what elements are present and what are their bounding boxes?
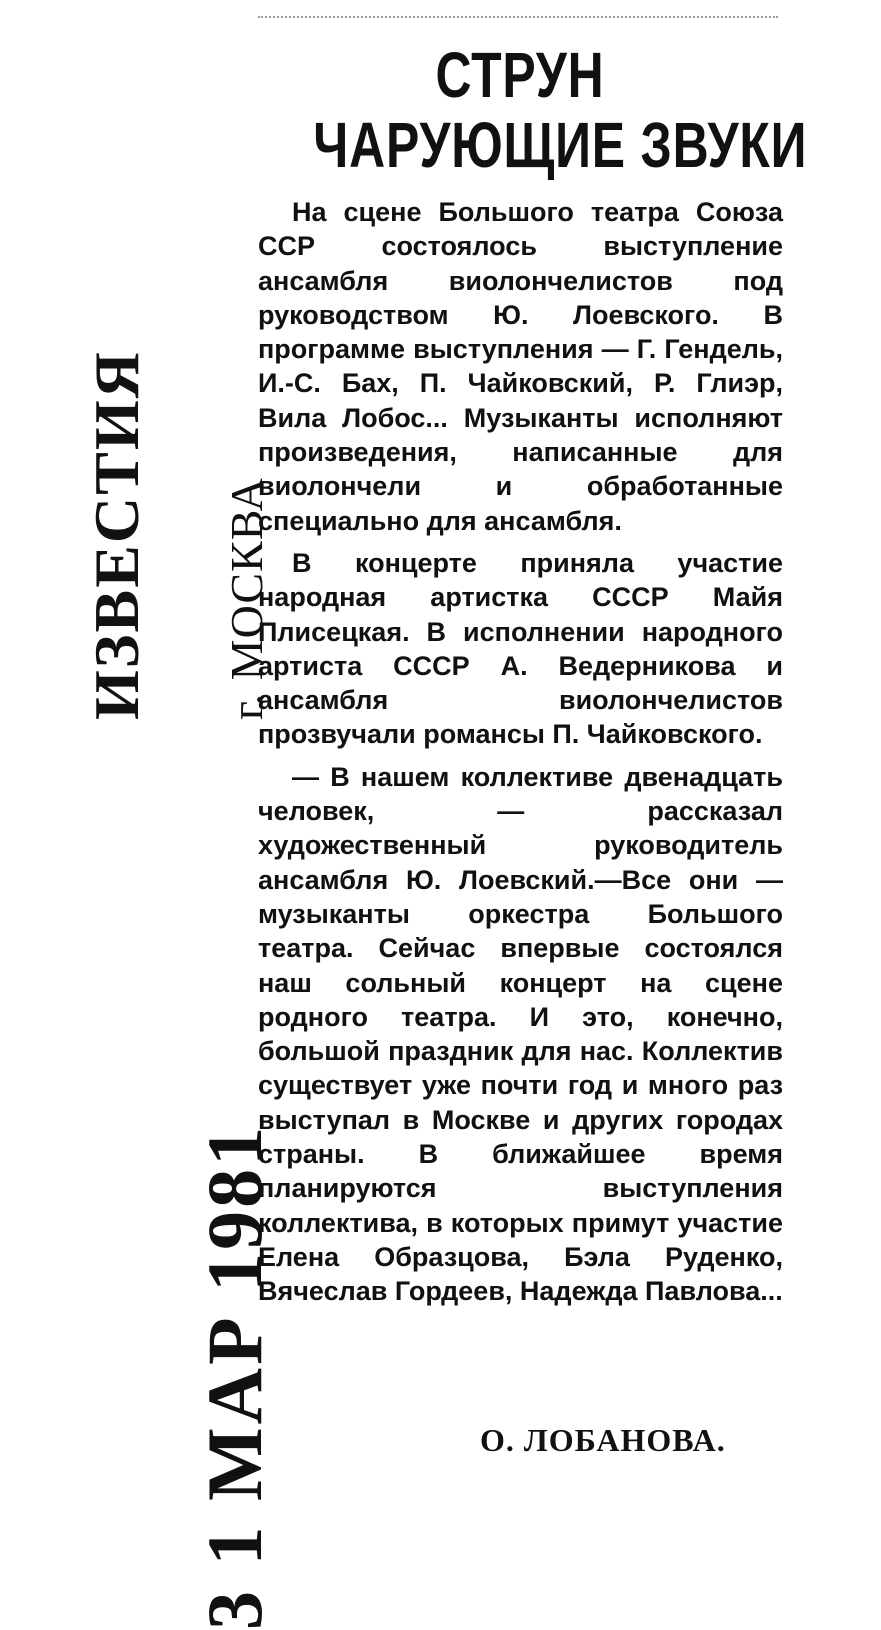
archive-stamp (70, 350, 278, 1630)
dotted-divider (258, 16, 778, 18)
author-signature: О. ЛОБАНОВА. (480, 1422, 726, 1458)
stamp-date: 3 1 МАР 1981 (191, 1123, 278, 1630)
article-paragraph: На сцене Большого театра Союза ССР состоялось выступление ансамбля виолончелистов под руководством Ю. Лоевского. В программе выступления — Г. Гендель, И.-С. Бах, П. Чайковский, Р. Глиэр, Вила Лобос... Музыканты исполняют произведения, написанные для виолончели и обработанные специально для ансамбля. (258, 197, 783, 536)
article-paragraph: — В нашем коллективе двенадцать человек, — рассказал художественный руководитель ансамбля Ю. Лоевский.—Все они — музыканты оркестра Большого театра. Сейчас впервые состоялся наш сольный концерт на сцене родного театра. И это, конечно, большой праздник для нас. Коллектив существует уже почти год и много раз выступал в Москве и других городах страны. В ближайшее время планируются выступления коллектива, в которых примут участие Елена Образцова, Бэла Руденко, Вячеслав Гордеев, Надежда Павлова... (258, 761, 783, 1307)
headline-line-1: СТРУН (435, 39, 605, 111)
stamp-city: г. МОСКВА (221, 477, 272, 720)
headline (313, 39, 808, 181)
headline-line-2: ЧАРУЮЩИЕ ЗВУКИ (313, 109, 808, 181)
stamp-newspaper-name: ИЗВЕСТИЯ (81, 350, 152, 720)
article-body (258, 195, 783, 1309)
article-paragraph: В концерте приняла участие народная артистка СССР Майя Плисецкая. В исполнении народного артиста СССР А. Ведерникова и ансамбля виолончелистов прозвучали романсы П. Чайковского. (258, 547, 783, 750)
